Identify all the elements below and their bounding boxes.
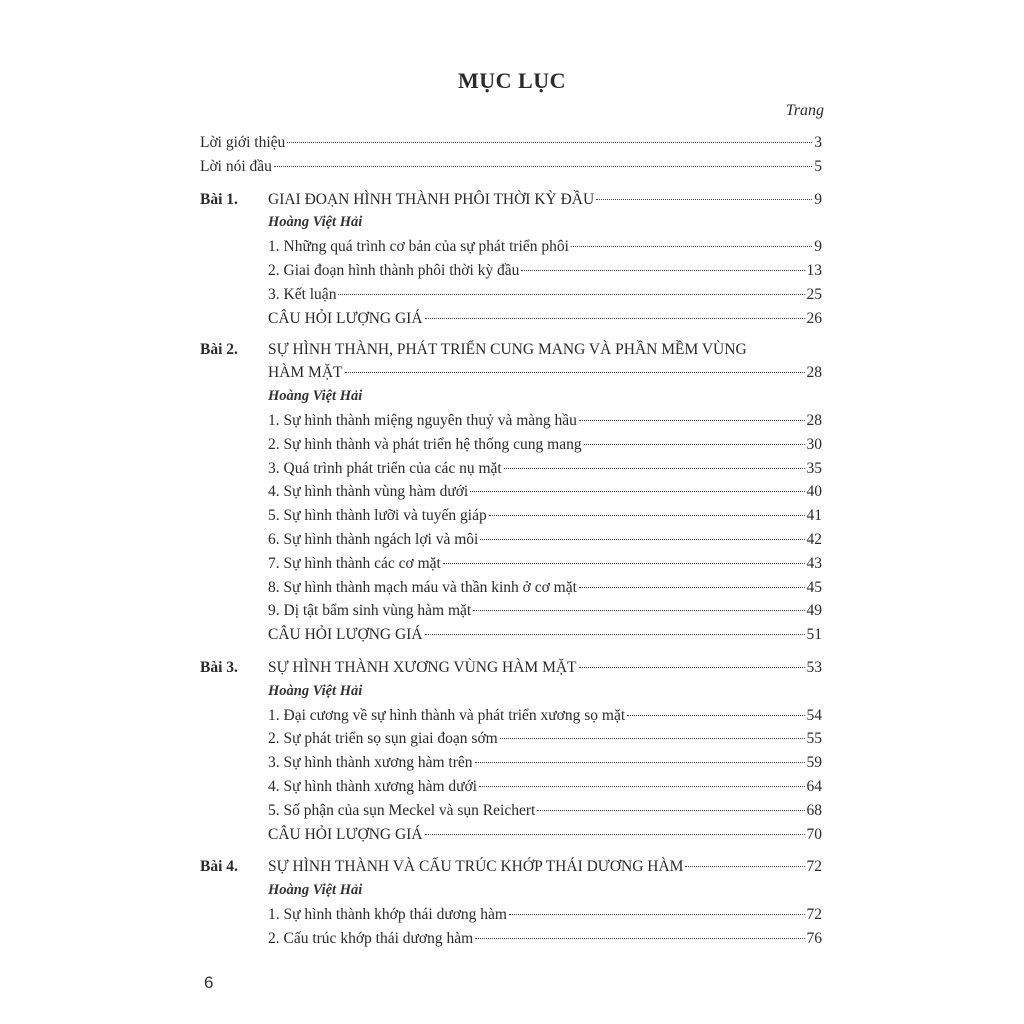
toc-entry[interactable] (200, 188, 822, 212)
entry-title: 3. Quá trình phát triển của các nụ mặt (268, 459, 502, 477)
dot-leader (475, 938, 804, 939)
lesson-title-line: SỰ HÌNH THÀNH, PHÁT TRIỂN CUNG MANG VÀ PHẦN MỀM VÙNG (268, 341, 747, 359)
toc-entry[interactable] (200, 259, 822, 283)
entry-page: 68 (806, 801, 822, 819)
dot-leader (627, 715, 804, 716)
dot-leader (480, 539, 804, 540)
entry-title: 1. Sự hình thành khớp thái dương hàm (268, 905, 507, 923)
entry-page: 40 (806, 483, 822, 501)
page-column-label: Trang (785, 102, 824, 119)
dot-leader (425, 834, 805, 835)
page-number: 6 (204, 973, 214, 992)
entry-page: 59 (806, 754, 822, 772)
entry-page: 70 (806, 825, 822, 843)
dot-leader (685, 866, 804, 867)
entry-page: 13 (806, 261, 822, 279)
dot-leader (345, 372, 805, 373)
entry-page: 45 (806, 578, 822, 596)
entry-title: 2. Cấu trúc khớp thái dương hàm (268, 929, 474, 947)
entry-title: 9. Dị tật bẩm sinh vùng hàm mặt (268, 602, 472, 620)
lesson-author: Hoàng Việt Hải (268, 882, 363, 899)
dot-leader (579, 420, 805, 421)
lesson-section (200, 339, 822, 647)
entry-page: 30 (806, 435, 822, 453)
entry-title: 4. Sự hình thành xương hàm dưới (268, 777, 478, 795)
lesson-label: Bài 4. (200, 858, 238, 876)
dot-leader (425, 318, 805, 319)
entry-title: CÂU HỎI LƯỢNG GIÁ (268, 626, 423, 644)
entry-title: SỰ HÌNH THÀNH VÀ CẤU TRÚC KHỚP THÁI DƯƠNG HÀM (268, 858, 684, 876)
entry-page: 28 (806, 411, 822, 429)
toc-entry[interactable] (200, 480, 822, 504)
entry-page: 64 (806, 777, 822, 795)
toc-entry[interactable] (200, 903, 822, 927)
lesson-section (200, 855, 822, 950)
dot-leader (584, 444, 805, 445)
entry-page: 3 (814, 134, 822, 151)
lesson-heading-cont[interactable] (200, 361, 822, 385)
dot-leader (521, 270, 804, 271)
toc-entry[interactable] (200, 927, 822, 951)
dot-leader (509, 914, 805, 915)
entry-page: 53 (806, 658, 822, 676)
entry-page: 5 (814, 157, 822, 175)
entry-page: 25 (806, 285, 822, 303)
toc-entry[interactable] (200, 623, 822, 647)
dot-leader (287, 142, 812, 143)
entry-title: 5. Số phận của sụn Meckel và sụn Reichert (268, 801, 536, 819)
lesson-page: 28 (806, 364, 822, 382)
toc-entry[interactable] (200, 528, 822, 552)
toc-entry[interactable] (200, 131, 822, 155)
toc-entry[interactable] (200, 751, 822, 775)
lesson-author: Hoàng Việt Hải (268, 682, 363, 699)
toc-entry[interactable] (200, 823, 822, 847)
entry-title: CÂU HỎI LƯỢNG GIÁ (268, 309, 423, 327)
entry-page: 9 (814, 238, 822, 256)
toc-entry[interactable] (200, 504, 822, 528)
lesson-title-line: HÀM MẶT (268, 364, 343, 382)
entry-page: 9 (814, 190, 822, 208)
dot-leader (479, 786, 804, 787)
entry-title: 3. Sự hình thành xương hàm trên (268, 754, 473, 772)
toc-entry[interactable] (200, 704, 822, 728)
page-title: MỤC LỤC (458, 68, 566, 93)
dot-leader (571, 246, 812, 247)
entry-page: 72 (806, 905, 822, 923)
entry-page: 41 (806, 507, 822, 525)
toc-entry[interactable] (200, 656, 822, 680)
dot-leader (470, 491, 804, 492)
entry-title: 1. Đại cương về sự hình thành và phát triển xương sọ mặt (268, 706, 626, 724)
dot-leader (504, 468, 805, 469)
toc-entry[interactable] (200, 576, 822, 600)
entry-title: GIAI ĐOẠN HÌNH THÀNH PHÔI THỜI KỲ ĐẦU (268, 190, 595, 208)
entry-title: 2. Giai đoạn hình thành phôi thời kỳ đầu (268, 261, 520, 279)
entry-title: 3. Kết luận (268, 285, 337, 303)
toc-entry[interactable] (200, 727, 822, 751)
entry-page: 26 (806, 309, 822, 327)
toc-entry[interactable] (200, 283, 822, 307)
entry-page: 51 (806, 626, 822, 644)
toc-entry[interactable] (200, 552, 822, 576)
toc-entry[interactable] (200, 307, 822, 331)
entry-title: Lời giới thiệu (200, 134, 286, 151)
lesson-label: Bài 2. (200, 341, 238, 359)
lesson-author: Hoàng Việt Hải (268, 388, 363, 405)
dot-leader (425, 634, 805, 635)
entry-page: 42 (806, 530, 822, 548)
toc-entry[interactable] (200, 599, 822, 623)
entry-title: 2. Sự phát triển sọ sụn giai đoạn sớm (268, 730, 498, 748)
entry-page: 49 (806, 602, 822, 620)
entry-title: Lời nói đầu (200, 157, 272, 175)
dot-leader (596, 199, 812, 200)
entry-page: 43 (806, 554, 822, 572)
entry-page: 35 (806, 459, 822, 477)
entry-title: 7. Sự hình thành các cơ mặt (268, 554, 441, 572)
entry-title: 5. Sự hình thành lưỡi và tuyến giáp (268, 507, 487, 525)
dot-leader (579, 667, 805, 668)
lesson-section (200, 188, 822, 331)
toc-entry[interactable] (200, 155, 822, 179)
table-of-contents (200, 131, 822, 951)
toc-entry[interactable] (200, 799, 822, 823)
entry-page: 55 (806, 730, 822, 748)
dot-leader (338, 294, 804, 295)
toc-entry[interactable] (200, 457, 822, 481)
entry-page: 72 (806, 858, 822, 876)
entry-title: 6. Sự hình thành ngách lợi và môi (268, 530, 479, 548)
toc-entry[interactable] (200, 775, 822, 799)
toc-entry[interactable] (200, 409, 822, 433)
toc-entry[interactable] (200, 855, 822, 879)
dot-leader (473, 610, 804, 611)
entry-title: CÂU HỎI LƯỢNG GIÁ (268, 825, 423, 843)
dot-leader (500, 738, 805, 739)
lesson-label: Bài 3. (200, 658, 238, 676)
dot-leader (579, 587, 805, 588)
lesson-label: Bài 1. (200, 190, 238, 208)
entry-title: 4. Sự hình thành vùng hàm dưới (268, 483, 469, 501)
entry-page: 54 (806, 706, 822, 724)
entry-title: 1. Những quá trình cơ bản của sự phát triển phôi (268, 238, 569, 256)
toc-entry[interactable] (200, 433, 822, 457)
lesson-author: Hoàng Việt Hải (268, 214, 363, 231)
lesson-heading (200, 339, 822, 361)
entry-title: 2. Sự hình thành và phát triển hệ thống cung mang (268, 435, 582, 453)
dot-leader (443, 563, 805, 564)
dot-leader (537, 810, 804, 811)
dot-leader (489, 515, 805, 516)
dot-leader (274, 166, 812, 167)
toc-entry[interactable] (200, 235, 822, 259)
entry-page: 76 (806, 929, 822, 947)
dot-leader (475, 762, 805, 763)
entry-title: 8. Sự hình thành mạch máu và thần kinh ở cơ mặt (268, 578, 577, 596)
entry-title: SỰ HÌNH THÀNH XƯƠNG VÙNG HÀM MẶT (268, 658, 577, 676)
entry-title: 1. Sự hình thành miệng nguyên thuỷ và màng hầu (268, 411, 577, 429)
lesson-section (200, 656, 822, 846)
